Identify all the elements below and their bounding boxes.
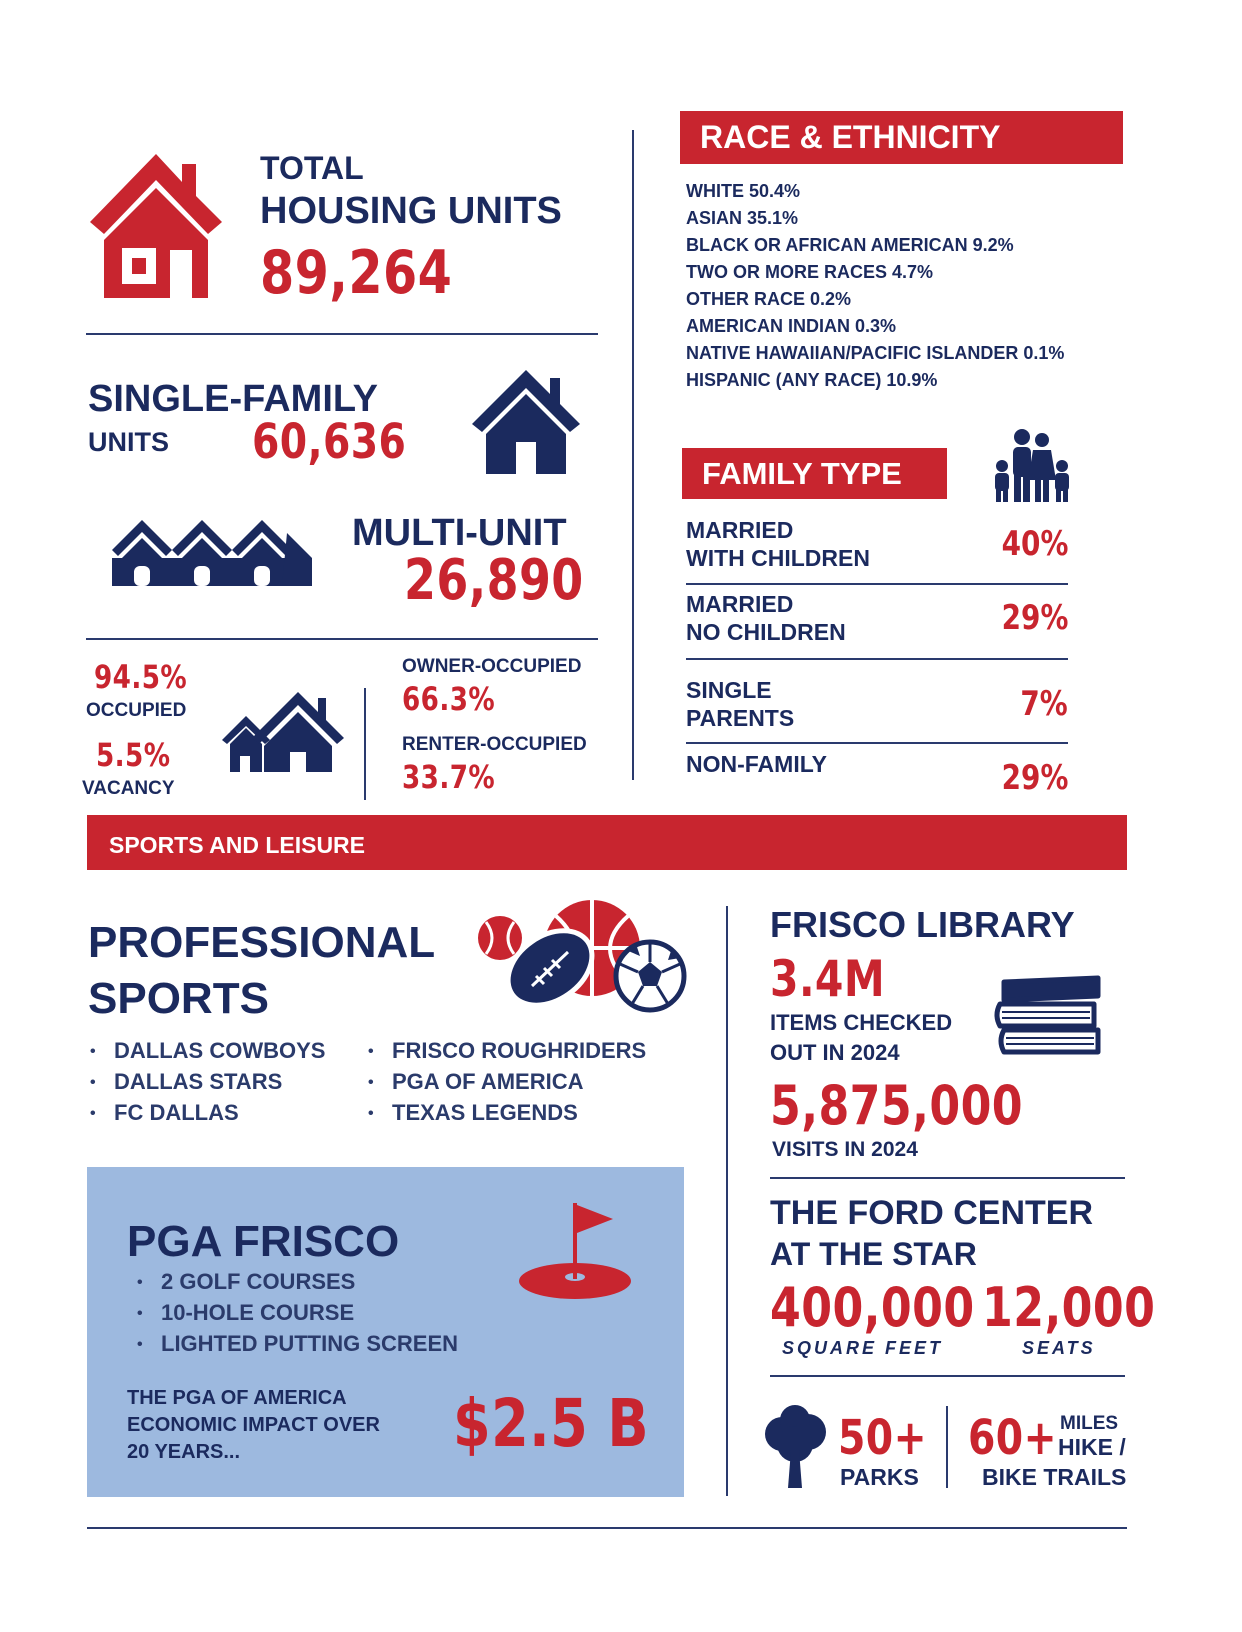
race-item: HISPANIC (ANY RACE) 10.9% (686, 370, 938, 390)
owner-occupied-label: OWNER-OCCUPIED (402, 656, 582, 677)
occupied-label: OCCUPIED (86, 700, 187, 721)
divider (726, 906, 728, 1496)
single-family-value: 60,636 (252, 414, 407, 470)
family-type-title: FAMILY TYPE (702, 456, 902, 491)
team-item: • DALLAS STARS (90, 1067, 325, 1098)
books-icon (994, 974, 1106, 1058)
golf-flag-icon (519, 1201, 639, 1301)
total-housing-value: 89,264 (260, 238, 453, 308)
vacancy-label: VACANCY (82, 778, 175, 799)
library-items-label-1: ITEMS CHECKED (770, 1010, 953, 1035)
parks-value: 50+ (838, 1410, 927, 1466)
pga-frisco-title: PGA FRISCO (127, 1217, 400, 1266)
family-row-label-2: WITH CHILDREN (686, 545, 870, 571)
pga-impact-line-2: ECONOMIC IMPACT OVER (127, 1414, 380, 1436)
vacancy-pct: 5.5% (96, 736, 171, 774)
sports-leisure-title: SPORTS AND LEISURE (109, 832, 366, 858)
divider (86, 638, 598, 640)
pro-sports-title-2: SPORTS (88, 974, 269, 1023)
occupied-pct: 94.5% (94, 658, 188, 696)
family-row (686, 676, 1068, 736)
trails-value: 60+ (968, 1410, 1057, 1466)
single-family-house-icon (470, 368, 582, 476)
library-visits-label: VISITS IN 2024 (772, 1138, 918, 1161)
race-ethnicity-banner (680, 111, 1123, 164)
ford-center-title-1: THE FORD CENTER (770, 1194, 1093, 1232)
owner-occupied-pct: 66.3% (402, 680, 496, 718)
multi-unit-houses-icon (112, 518, 312, 590)
tree-icon (760, 1404, 830, 1490)
renter-occupied-label: RENTER-OCCUPIED (402, 734, 587, 755)
team-item: • FRISCO ROUGHRIDERS (368, 1036, 646, 1067)
trails-label-1: HIKE / (1058, 1434, 1126, 1460)
divider (770, 1375, 1125, 1377)
library-items-value: 3.4M (770, 950, 886, 1008)
library-visits-value: 5,875,000 (770, 1074, 1024, 1137)
divider (686, 583, 1068, 585)
race-ethnicity-title: RACE & ETHNICITY (700, 119, 1001, 155)
race-item: NATIVE HAWAIIAN/PACIFIC ISLANDER 0.1% (686, 343, 1065, 363)
family-row-label-2: NO CHILDREN (686, 619, 846, 645)
bottom-divider (87, 1527, 1127, 1529)
race-item: AMERICAN INDIAN 0.3% (686, 316, 897, 336)
family-row-label-1: SINGLE (686, 677, 772, 703)
family-row-pct: 29% (1001, 598, 1068, 638)
pga-impact-line-1: THE PGA OF AMERICA (127, 1387, 347, 1409)
family-type-banner (682, 448, 947, 499)
ford-sqft-value: 400,000 (770, 1276, 975, 1339)
trails-label-2: BIKE TRAILS (982, 1464, 1127, 1490)
family-row-label-1: MARRIED (686, 517, 794, 543)
multi-unit-value: 26,890 (404, 548, 584, 613)
race-item: TWO OR MORE RACES 4.7% (686, 262, 934, 282)
team-item: • FC DALLAS (90, 1098, 325, 1129)
family-icon (990, 428, 1074, 504)
pga-impact-value: $2.5 B (453, 1385, 650, 1462)
race-item: OTHER RACE 0.2% (686, 289, 852, 309)
single-family-sub: UNITS (88, 427, 169, 457)
family-row (686, 750, 1068, 800)
race-item: BLACK OR AFRICAN AMERICAN 9.2% (686, 235, 1014, 255)
pga-feature-item: • LIGHTED PUTTING SCREEN (137, 1329, 458, 1360)
race-list (686, 178, 1064, 394)
library-title: FRISCO LIBRARY (770, 904, 1075, 945)
sports-balls-icon (476, 900, 688, 1014)
pga-feature-item: • 2 GOLF COURSES (137, 1267, 458, 1298)
ford-seats-label: SEATS (1022, 1338, 1096, 1358)
renter-occupied-pct: 33.7% (402, 758, 496, 796)
two-houses-icon (222, 690, 352, 774)
team-item: • DALLAS COWBOYS (90, 1036, 325, 1067)
ford-seats-value: 12,000 (982, 1276, 1156, 1339)
pga-impact-line-3: 20 YEARS... (127, 1441, 241, 1463)
family-row (686, 516, 1068, 576)
family-row-label-2: PARENTS (686, 705, 795, 731)
divider (946, 1406, 948, 1488)
family-row-label-1: MARRIED (686, 591, 794, 617)
family-row-pct: 29% (1001, 758, 1068, 798)
parks-label: PARKS (840, 1464, 919, 1490)
ford-center-title-2: AT THE STAR (770, 1236, 977, 1272)
multi-unit-title: MULTI-UNIT (352, 512, 567, 554)
race-item: WHITE 50.4% (686, 181, 801, 201)
pro-sports-title-1: PROFESSIONAL (88, 918, 436, 967)
library-items-label-2: OUT IN 2024 (770, 1040, 900, 1065)
total-housing-title-1: TOTAL (260, 150, 364, 186)
teams-list-left (90, 1036, 325, 1129)
divider (632, 130, 634, 780)
house-icon-red (86, 150, 226, 300)
total-housing-title-2: HOUSING UNITS (260, 190, 562, 232)
family-row-label-1: NON-FAMILY (686, 751, 827, 777)
pga-features-list (137, 1267, 458, 1360)
single-family-title: SINGLE-FAMILY (88, 378, 378, 420)
divider (686, 742, 1068, 744)
divider (364, 688, 366, 800)
family-row-pct: 40% (1001, 524, 1068, 564)
team-item: • TEXAS LEGENDS (368, 1098, 646, 1129)
divider (686, 658, 1068, 660)
race-item: ASIAN 35.1% (686, 208, 799, 228)
ford-sqft-label: SQUARE FEET (782, 1338, 944, 1358)
pga-feature-item: • 10-HOLE COURSE (137, 1298, 458, 1329)
team-item: • PGA OF AMERICA (368, 1067, 646, 1098)
sports-leisure-banner (87, 815, 1127, 870)
family-row-pct: 7% (1020, 684, 1068, 724)
trails-miles-label: MILES (1060, 1413, 1119, 1434)
divider (86, 333, 598, 335)
pga-frisco-panel (87, 1167, 684, 1497)
teams-list-right (368, 1036, 646, 1129)
family-row (686, 590, 1068, 650)
divider (770, 1177, 1125, 1179)
